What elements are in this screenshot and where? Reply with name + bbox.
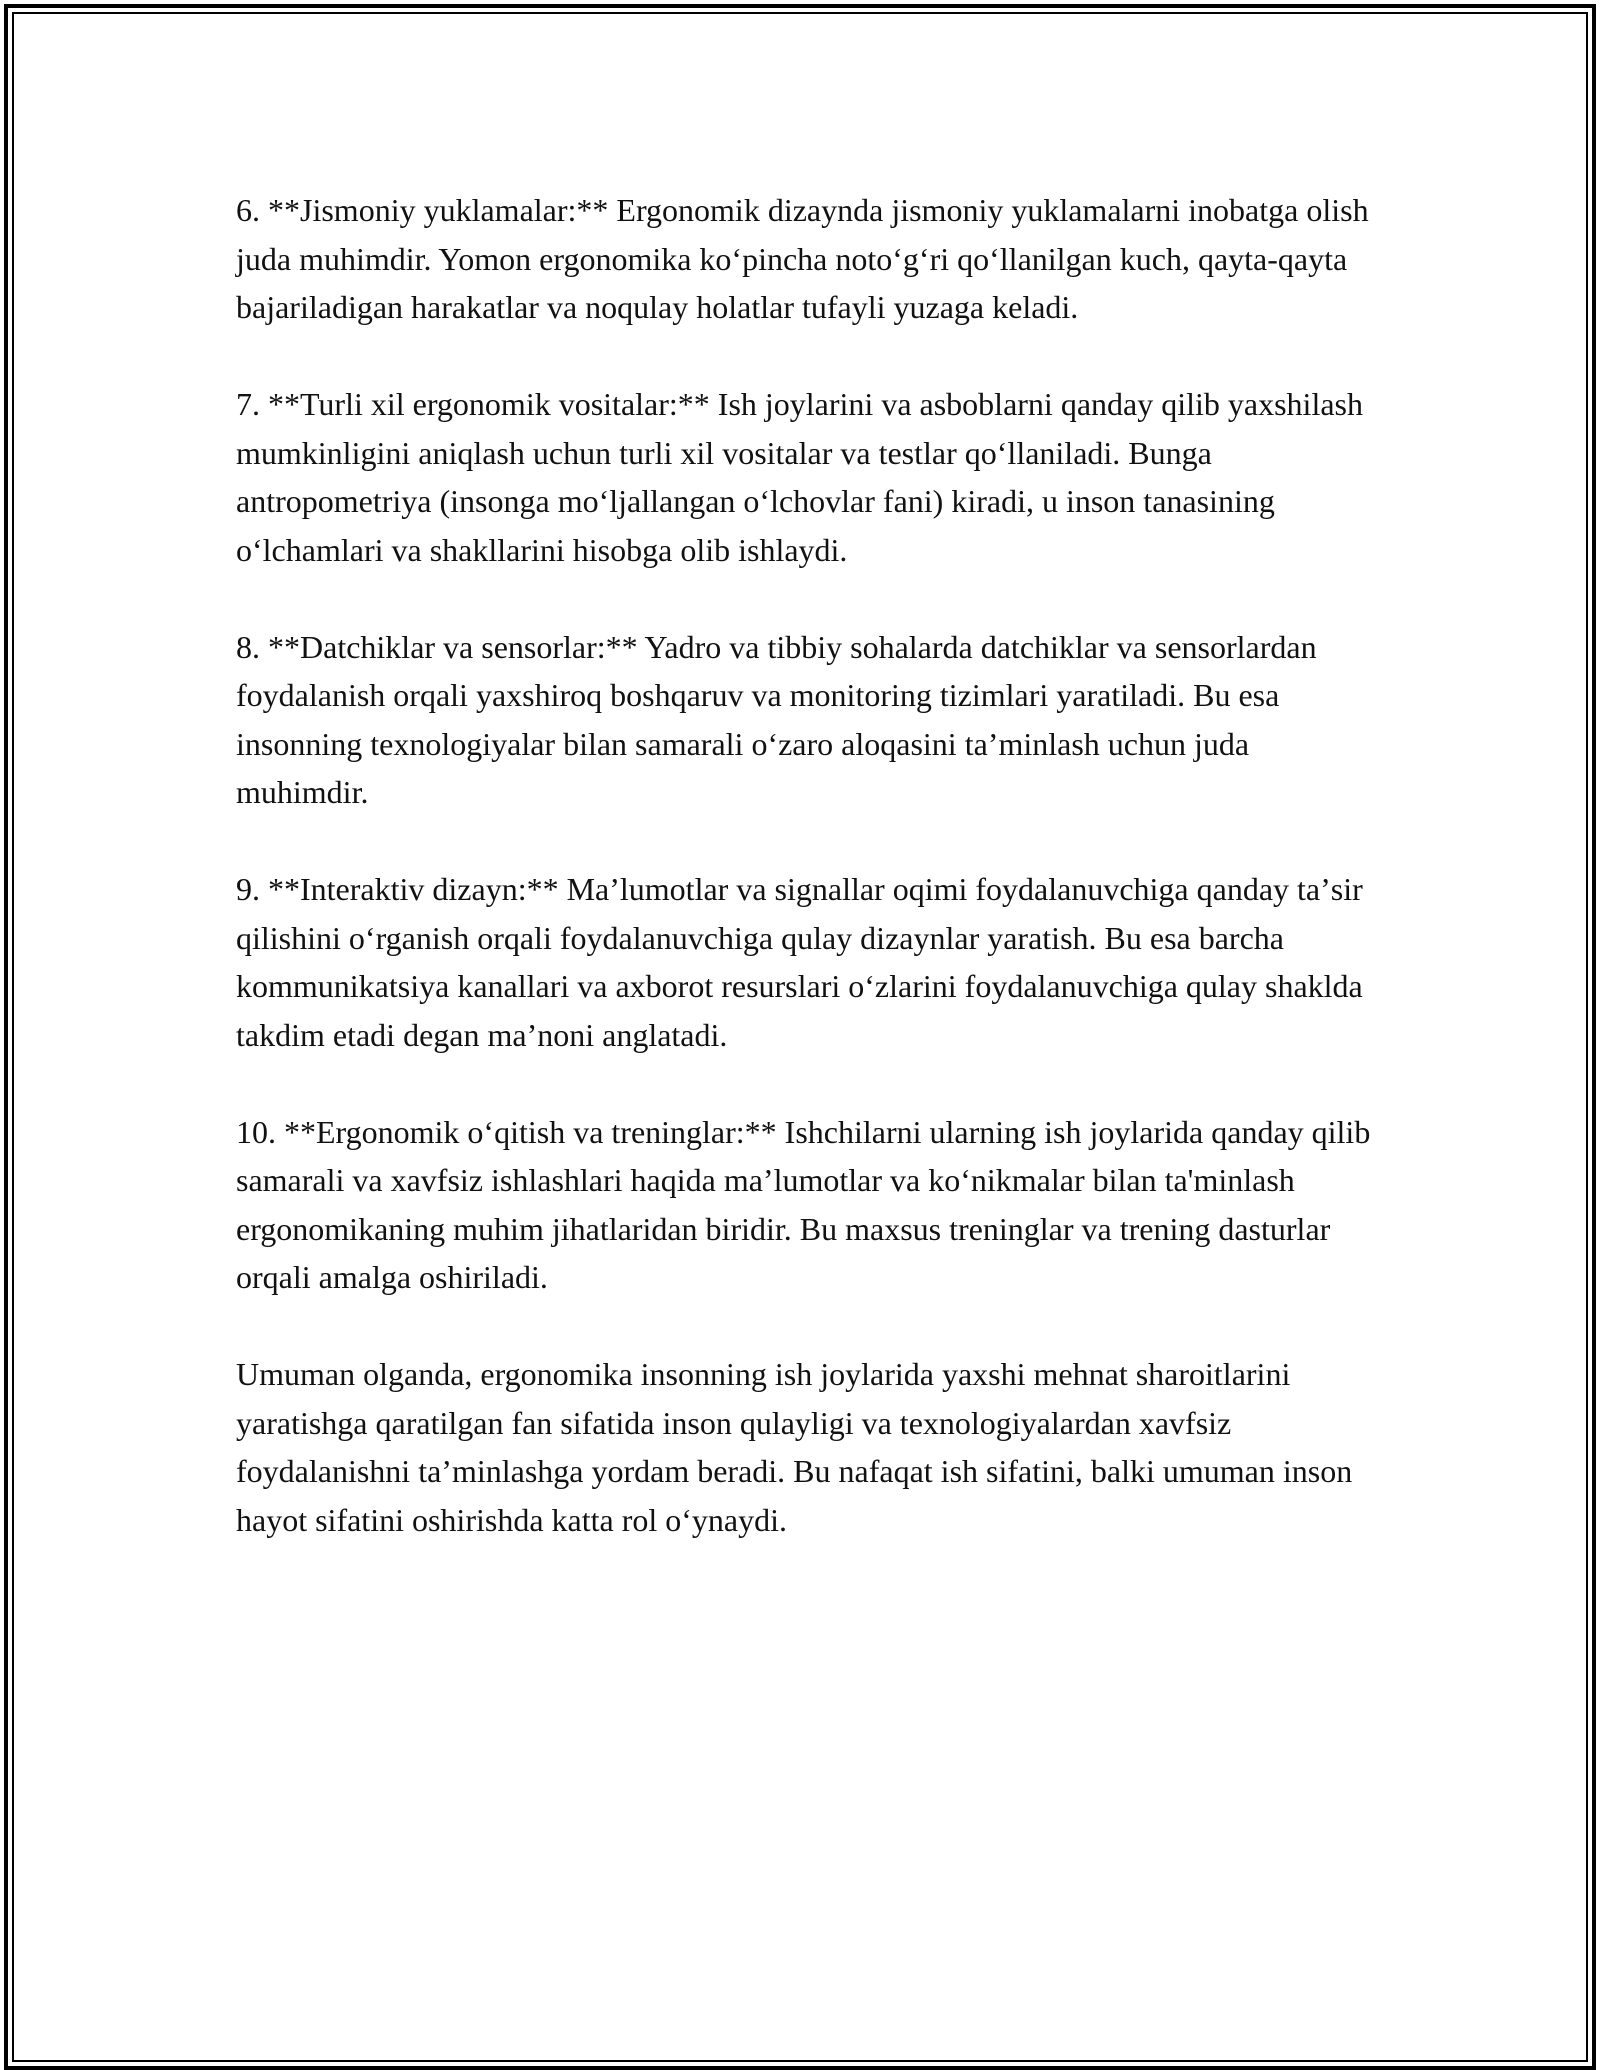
document-body bbox=[236, 186, 1386, 1544]
paragraph-physical-loads: 6. **Jismoniy yuklamalar:** Ergonomik dizaynda jismoniy yuklamalarni inobatga olish juda muhimdir. Yomon ergonomika koʻpincha notoʻgʻri qoʻllanilgan kuch, qayta-qayta bajariladigan harakatlar va noqulay holatlar tufayli yuzaga keladi. bbox=[236, 192, 1369, 325]
paragraph-sensors: 8. **Datchiklar va sensorlar:** Yadro va tibbiy sohalarda datchiklar va sensorlardan foydalanish orqali yaxshiroq boshqaruv va monitoring tizimlari yaratiladi. Bu esa insonning texnologiyalar bilan samarali oʻzaro aloqasini taʼminlash uchun juda muhimdir. bbox=[236, 628, 1317, 810]
paragraph-interactive-design: 9. **Interaktiv dizayn:** Maʼlumotlar va signallar oqimi foydalanuvchiga qanday taʼsir qilishini oʻrganish orqali foydalanuvchiga qulay dizaynlar yaratish. Bu esa barcha kommunikatsiya kanallari va axborot resurslari oʻzlarini foydalanuvchiga qulay shakldа takdim etadi degan maʼnoni anglatadi. bbox=[236, 871, 1363, 1053]
paragraph-ergonomic-tools: 7. **Turli xil ergonomik vositalar:** Ish joylarini va asboblarni qanday qilib yaxshilash mumkinligini aniqlash uchun turli xil vositalar va testlar qoʻllaniladi. Bunga antropometriya (insonga moʻljallangan oʻlchovlar fani) kiradi, u inson tanasining oʻlchamlari va shakllarini hisobga olib ishlaydi. bbox=[236, 386, 1363, 568]
paragraph-conclusion: Umuman olganda, ergonomika insonning ish joylarida yaxshi mehnat sharoitlarini yaratishga qaratilgan fan sifatida inson qulayligi va texnologiyalardan xavfsiz foydalanishni taʼminlashga yordam beradi. Bu nafaqat ish sifatini, balki umuman inson hayot sifatini oshirishda katta rol oʻynaydi. bbox=[236, 1356, 1353, 1538]
paragraph-training: 10. **Ergonomik oʻqitish va treninglar:** Ishchilarni ularning ish joylarida qanday qilib samarali va xavfsiz ishlashlari haqida maʼlumotlar va koʻnikmalar bilan ta'minlash ergonomikaning muhim jihatlaridan biridir. Bu maxsus treninglar va trening dasturlar orqali amalga oshiriladi. bbox=[236, 1113, 1371, 1295]
